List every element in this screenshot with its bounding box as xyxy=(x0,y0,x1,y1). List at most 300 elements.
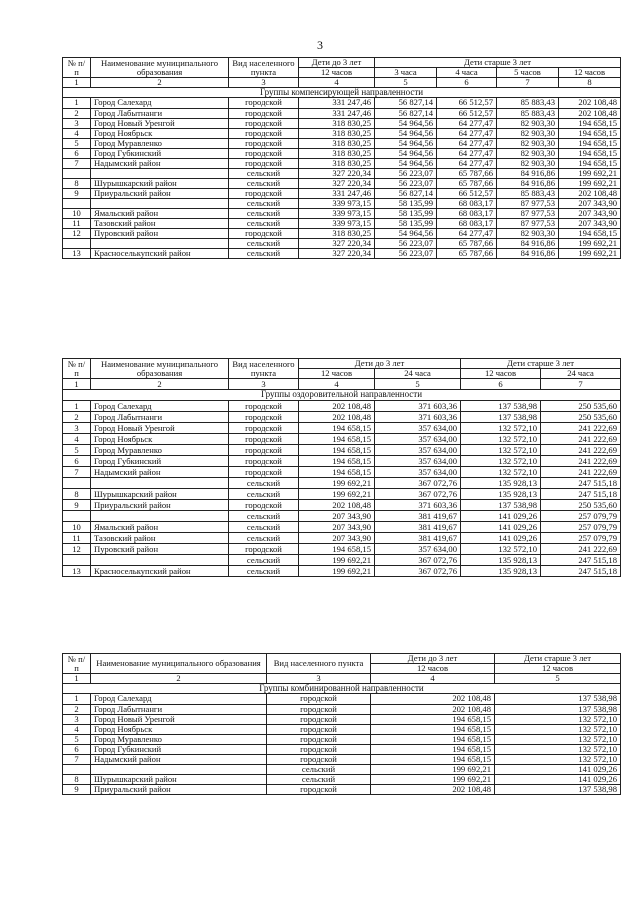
settlement-type: сельский xyxy=(229,511,299,522)
header-over3-12h: 12 часов xyxy=(461,369,541,379)
municipality-name: Город Салехард xyxy=(91,98,229,108)
row-number xyxy=(63,238,91,248)
table-row xyxy=(63,744,621,754)
cost-value: 66 512,57 xyxy=(437,108,497,118)
cost-value: 58 135,99 xyxy=(375,198,437,208)
cost-value: 137 538,98 xyxy=(495,784,621,794)
row-number: 2 xyxy=(63,704,91,714)
cost-value: 68 083,17 xyxy=(437,218,497,228)
cost-value: 141 029,26 xyxy=(495,764,621,774)
cost-value: 137 538,98 xyxy=(461,500,541,511)
cost-value: 357 634,00 xyxy=(375,467,461,478)
cost-value: 331 247,46 xyxy=(299,188,375,198)
cost-value: 371 603,36 xyxy=(375,500,461,511)
table-row xyxy=(63,694,621,704)
row-number: 8 xyxy=(63,774,91,784)
cost-value: 194 658,15 xyxy=(371,734,495,744)
cost-value: 132 572,10 xyxy=(461,423,541,434)
cost-value: 135 928,13 xyxy=(461,555,541,566)
header-12h-over: 12 часов xyxy=(559,68,621,78)
cost-value: 64 277,47 xyxy=(437,118,497,128)
table-row xyxy=(63,522,621,533)
column-index-cell: 3 xyxy=(267,674,371,684)
cost-value: 132 572,10 xyxy=(495,744,621,754)
row-number: 3 xyxy=(63,714,91,724)
settlement-type: сельский xyxy=(229,198,299,208)
cost-value: 135 928,13 xyxy=(461,566,541,577)
cost-value: 56 827,14 xyxy=(375,108,437,118)
table-row xyxy=(63,511,621,522)
table-row xyxy=(63,533,621,544)
settlement-type: городской xyxy=(229,228,299,238)
municipality-name: Ямальский район xyxy=(91,208,229,218)
table-row xyxy=(63,148,621,158)
cost-value: 56 827,14 xyxy=(375,98,437,108)
cost-value: 318 830,25 xyxy=(299,118,375,128)
cost-value: 194 658,15 xyxy=(299,456,375,467)
header-over3-12h: 12 часов xyxy=(495,664,621,674)
municipality-name: Город Ноябрьск xyxy=(91,724,267,734)
cost-value: 247 515,18 xyxy=(541,489,621,500)
municipality-name: Город Лабытнанги xyxy=(91,704,267,714)
municipality-name xyxy=(91,168,229,178)
settlement-type: городской xyxy=(229,412,299,423)
cost-value: 65 787,66 xyxy=(437,178,497,188)
row-number: 7 xyxy=(63,158,91,168)
row-number xyxy=(63,764,91,774)
cost-value: 56 223,07 xyxy=(375,248,437,258)
cost-value: 54 964,56 xyxy=(375,128,437,138)
cost-value: 199 692,21 xyxy=(299,555,375,566)
settlement-type: городской xyxy=(229,128,299,138)
header-under3-12h: 12 часов xyxy=(371,664,495,674)
municipality-name: Тазовский район xyxy=(91,218,229,228)
cost-value: 56 827,14 xyxy=(375,188,437,198)
municipality-name: Город Ноябрьск xyxy=(91,128,229,138)
municipality-name: Город Салехард xyxy=(91,401,229,412)
settlement-type: сельский xyxy=(229,555,299,566)
municipality-name: Ямальский район xyxy=(91,522,229,533)
cost-value: 202 108,48 xyxy=(371,704,495,714)
table-row xyxy=(63,467,621,478)
municipality-name: Город Муравленко xyxy=(91,734,267,744)
table-row xyxy=(63,500,621,511)
row-number: 6 xyxy=(63,148,91,158)
table-row xyxy=(63,248,621,258)
municipality-name: Приуральский район xyxy=(91,188,229,198)
row-number: 9 xyxy=(63,500,91,511)
municipality-name: Красноселькупский район xyxy=(91,248,229,258)
cost-value: 132 572,10 xyxy=(461,456,541,467)
table-row xyxy=(63,544,621,555)
cost-value: 247 515,18 xyxy=(541,566,621,577)
cost-value: 194 658,15 xyxy=(299,434,375,445)
header-under3: Дети до 3 лет xyxy=(299,359,461,369)
municipality-name: Город Салехард xyxy=(91,694,267,704)
row-number: 9 xyxy=(63,784,91,794)
cost-value: 132 572,10 xyxy=(461,445,541,456)
settlement-type: сельский xyxy=(229,238,299,248)
cost-value: 66 512,57 xyxy=(437,98,497,108)
row-number xyxy=(63,478,91,489)
cost-value: 357 634,00 xyxy=(375,445,461,456)
table-row xyxy=(63,566,621,577)
cost-value: 64 277,47 xyxy=(437,138,497,148)
column-index-cell: 4 xyxy=(299,78,375,88)
cost-value: 250 535,60 xyxy=(541,401,621,412)
row-number: 6 xyxy=(63,456,91,467)
row-number: 4 xyxy=(63,724,91,734)
table-row xyxy=(63,208,621,218)
group-title: Группы комбинированной направленности xyxy=(63,684,621,694)
settlement-type: сельский xyxy=(229,168,299,178)
cost-value: 202 108,48 xyxy=(371,784,495,794)
column-index-cell: 6 xyxy=(437,78,497,88)
cost-value: 194 658,15 xyxy=(371,754,495,764)
cost-value: 339 973,15 xyxy=(299,198,375,208)
municipality-name: Красноселькупский район xyxy=(91,566,229,577)
cost-value: 241 222,69 xyxy=(541,445,621,456)
cost-value: 250 535,60 xyxy=(541,412,621,423)
header-over3: Дети старше 3 лет xyxy=(461,359,621,369)
settlement-type: городской xyxy=(229,434,299,445)
cost-value: 84 916,86 xyxy=(497,248,559,258)
row-number: 7 xyxy=(63,467,91,478)
row-number: 1 xyxy=(63,694,91,704)
cost-value: 56 223,07 xyxy=(375,168,437,178)
cost-value: 65 787,66 xyxy=(437,238,497,248)
header-under3-12h: 12 часов xyxy=(299,369,375,379)
cost-value: 199 692,21 xyxy=(299,489,375,500)
cost-value: 137 538,98 xyxy=(461,401,541,412)
row-number: 1 xyxy=(63,98,91,108)
row-number: 7 xyxy=(63,754,91,764)
cost-value: 207 343,90 xyxy=(299,533,375,544)
column-index-cell: 7 xyxy=(497,78,559,88)
table-row xyxy=(63,118,621,128)
cost-value: 202 108,48 xyxy=(559,108,621,118)
municipality-name xyxy=(91,764,267,774)
row-number: 11 xyxy=(63,533,91,544)
cost-value: 137 538,98 xyxy=(461,412,541,423)
table-compensating-groups xyxy=(62,57,621,259)
cost-value: 194 658,15 xyxy=(371,714,495,724)
cost-value: 247 515,18 xyxy=(541,555,621,566)
cost-value: 367 072,76 xyxy=(375,555,461,566)
cost-value: 132 572,10 xyxy=(461,434,541,445)
settlement-type: городской xyxy=(229,467,299,478)
cost-value: 199 692,21 xyxy=(371,764,495,774)
cost-value: 194 658,15 xyxy=(299,423,375,434)
header-over3-24h: 24 часа xyxy=(541,369,621,379)
table-row xyxy=(63,754,621,764)
cost-value: 357 634,00 xyxy=(375,544,461,555)
cost-value: 327 220,34 xyxy=(299,178,375,188)
column-index-row xyxy=(63,674,621,684)
cost-value: 202 108,48 xyxy=(371,694,495,704)
cost-value: 207 343,90 xyxy=(299,511,375,522)
table-row xyxy=(63,456,621,467)
column-index-cell: 2 xyxy=(91,78,229,88)
table-row xyxy=(63,734,621,744)
cost-value: 202 108,48 xyxy=(559,98,621,108)
cost-value: 257 079,79 xyxy=(541,533,621,544)
cost-value: 194 658,15 xyxy=(371,724,495,734)
column-index-cell: 4 xyxy=(371,674,495,684)
table-row xyxy=(63,158,621,168)
cost-value: 194 658,15 xyxy=(559,128,621,138)
row-number: 10 xyxy=(63,208,91,218)
cost-value: 141 029,26 xyxy=(461,511,541,522)
column-index-cell: 6 xyxy=(461,379,541,390)
header-type: Вид населенного пункта xyxy=(229,359,299,379)
row-number xyxy=(63,168,91,178)
cost-value: 82 903,30 xyxy=(497,148,559,158)
settlement-type: городской xyxy=(267,724,371,734)
municipality-name: Город Губкинский xyxy=(91,148,229,158)
cost-value: 87 977,53 xyxy=(497,208,559,218)
cost-value: 132 572,10 xyxy=(461,467,541,478)
settlement-type: сельский xyxy=(229,178,299,188)
cost-value: 241 222,69 xyxy=(541,456,621,467)
cost-value: 371 603,36 xyxy=(375,412,461,423)
cost-value: 202 108,48 xyxy=(559,188,621,198)
cost-value: 82 903,30 xyxy=(497,158,559,168)
cost-value: 54 964,56 xyxy=(375,228,437,238)
row-number: 1 xyxy=(63,401,91,412)
row-number: 2 xyxy=(63,108,91,118)
header-12h: 12 часов xyxy=(299,68,375,78)
table-row xyxy=(63,168,621,178)
header-name: Наименование муниципального образования xyxy=(91,58,229,78)
cost-value: 194 658,15 xyxy=(299,445,375,456)
cost-value: 56 223,07 xyxy=(375,238,437,248)
table-row xyxy=(63,138,621,148)
header-name: Наименование муниципального образования xyxy=(91,654,267,674)
column-index-cell: 7 xyxy=(541,379,621,390)
municipality-name: Приуральский район xyxy=(91,500,229,511)
column-index-cell: 1 xyxy=(63,674,91,684)
cost-value: 84 916,86 xyxy=(497,168,559,178)
header-over3: Дети старше 3 лет xyxy=(375,58,621,68)
cost-value: 65 787,66 xyxy=(437,168,497,178)
settlement-type: городской xyxy=(229,544,299,555)
settlement-type: городской xyxy=(267,744,371,754)
header-type: Вид населенного пункта xyxy=(267,654,371,674)
municipality-name: Город Новый Уренгой xyxy=(91,423,229,434)
cost-value: 199 692,21 xyxy=(371,774,495,784)
table-health-groups xyxy=(62,358,621,577)
cost-value: 357 634,00 xyxy=(375,456,461,467)
row-number xyxy=(63,511,91,522)
row-number: 5 xyxy=(63,734,91,744)
row-number: 3 xyxy=(63,423,91,434)
cost-value: 331 247,46 xyxy=(299,98,375,108)
row-number: 9 xyxy=(63,188,91,198)
row-number: 8 xyxy=(63,178,91,188)
header-under3: Дети до 3 лет xyxy=(299,58,375,68)
municipality-name xyxy=(91,478,229,489)
municipality-name: Город Губкинский xyxy=(91,744,267,754)
settlement-type: сельский xyxy=(229,208,299,218)
table-row xyxy=(63,188,621,198)
municipality-name: Город Муравленко xyxy=(91,445,229,456)
cost-value: 327 220,34 xyxy=(299,248,375,258)
cost-value: 56 223,07 xyxy=(375,178,437,188)
cost-value: 132 572,10 xyxy=(495,754,621,764)
row-number: 3 xyxy=(63,118,91,128)
municipality-name: Город Лабытнанги xyxy=(91,108,229,118)
cost-value: 207 343,90 xyxy=(299,522,375,533)
cost-value: 132 572,10 xyxy=(495,724,621,734)
header-num: № п/п xyxy=(63,654,91,674)
cost-value: 202 108,48 xyxy=(299,401,375,412)
settlement-type: городской xyxy=(229,401,299,412)
cost-value: 194 658,15 xyxy=(559,148,621,158)
cost-value: 247 515,18 xyxy=(541,478,621,489)
cost-value: 54 964,56 xyxy=(375,148,437,158)
cost-value: 199 692,21 xyxy=(559,238,621,248)
settlement-type: сельский xyxy=(267,774,371,784)
settlement-type: городской xyxy=(229,118,299,128)
settlement-type: городской xyxy=(229,500,299,511)
settlement-type: городской xyxy=(229,423,299,434)
table-row xyxy=(63,555,621,566)
municipality-name xyxy=(91,238,229,248)
municipality-name: Надымский район xyxy=(91,158,229,168)
cost-value: 257 079,79 xyxy=(541,511,621,522)
cost-value: 327 220,34 xyxy=(299,238,375,248)
column-index-cell: 5 xyxy=(375,78,437,88)
row-number: 12 xyxy=(63,228,91,238)
cost-value: 367 072,76 xyxy=(375,478,461,489)
row-number: 10 xyxy=(63,522,91,533)
table-row xyxy=(63,218,621,228)
cost-value: 68 083,17 xyxy=(437,208,497,218)
cost-value: 367 072,76 xyxy=(375,566,461,577)
cost-value: 318 830,25 xyxy=(299,138,375,148)
cost-value: 207 343,90 xyxy=(559,198,621,208)
column-index-cell: 4 xyxy=(299,379,375,390)
cost-value: 64 277,47 xyxy=(437,228,497,238)
cost-value: 207 343,90 xyxy=(559,208,621,218)
table-row xyxy=(63,178,621,188)
cost-value: 318 830,25 xyxy=(299,148,375,158)
table-row xyxy=(63,478,621,489)
row-number: 2 xyxy=(63,412,91,423)
cost-value: 194 658,15 xyxy=(559,158,621,168)
municipality-name: Шурышкарский район xyxy=(91,178,229,188)
column-index-row xyxy=(63,379,621,390)
cost-value: 68 083,17 xyxy=(437,198,497,208)
cost-value: 82 903,30 xyxy=(497,118,559,128)
cost-value: 85 883,43 xyxy=(497,98,559,108)
column-index-cell: 5 xyxy=(375,379,461,390)
settlement-type: городской xyxy=(229,108,299,118)
settlement-type: городской xyxy=(267,754,371,764)
settlement-type: сельский xyxy=(229,566,299,577)
cost-value: 381 419,67 xyxy=(375,511,461,522)
cost-value: 381 419,67 xyxy=(375,522,461,533)
cost-value: 339 973,15 xyxy=(299,208,375,218)
header-4h: 4 часа xyxy=(437,68,497,78)
row-number: 8 xyxy=(63,489,91,500)
settlement-type: городской xyxy=(267,704,371,714)
page-number: 3 xyxy=(317,38,323,52)
cost-value: 199 692,21 xyxy=(299,566,375,577)
cost-value: 371 603,36 xyxy=(375,401,461,412)
settlement-type: сельский xyxy=(267,764,371,774)
cost-value: 137 538,98 xyxy=(495,694,621,704)
cost-value: 84 916,86 xyxy=(497,238,559,248)
header-num: № п/п xyxy=(63,58,91,78)
row-number: 12 xyxy=(63,544,91,555)
settlement-type: городской xyxy=(267,694,371,704)
municipality-name: Город Губкинский xyxy=(91,456,229,467)
municipality-name xyxy=(91,198,229,208)
settlement-type: сельский xyxy=(229,248,299,258)
table-row xyxy=(63,714,621,724)
group-title-row xyxy=(63,390,621,401)
table-row xyxy=(63,228,621,238)
settlement-type: городской xyxy=(267,714,371,724)
table-row xyxy=(63,434,621,445)
row-number: 11 xyxy=(63,218,91,228)
cost-value: 58 135,99 xyxy=(375,208,437,218)
cost-value: 132 572,10 xyxy=(495,734,621,744)
table-row xyxy=(63,784,621,794)
cost-value: 367 072,76 xyxy=(375,489,461,500)
column-index-cell: 1 xyxy=(63,78,91,88)
cost-value: 202 108,48 xyxy=(299,500,375,511)
table-row xyxy=(63,724,621,734)
column-index-cell: 1 xyxy=(63,379,91,390)
settlement-type: сельский xyxy=(229,489,299,500)
municipality-name: Шурышкарский район xyxy=(91,774,267,784)
header-num: № п/п xyxy=(63,359,91,379)
row-number: 5 xyxy=(63,445,91,456)
cost-value: 82 903,30 xyxy=(497,228,559,238)
cost-value: 357 634,00 xyxy=(375,434,461,445)
settlement-type: городской xyxy=(229,158,299,168)
settlement-type: городской xyxy=(229,138,299,148)
settlement-type: городской xyxy=(229,445,299,456)
row-number xyxy=(63,555,91,566)
municipality-name: Пуровский район xyxy=(91,228,229,238)
cost-value: 318 830,25 xyxy=(299,158,375,168)
cost-value: 132 572,10 xyxy=(495,714,621,724)
group-title-row xyxy=(63,88,621,98)
cost-value: 141 029,26 xyxy=(495,774,621,784)
cost-value: 135 928,13 xyxy=(461,489,541,500)
column-index-cell: 8 xyxy=(559,78,621,88)
group-title: Группы компенсирующей направленности xyxy=(63,88,621,98)
cost-value: 87 977,53 xyxy=(497,218,559,228)
table-row xyxy=(63,98,621,108)
table-row xyxy=(63,401,621,412)
table-row xyxy=(63,445,621,456)
column-index-cell: 2 xyxy=(91,674,267,684)
cost-value: 199 692,21 xyxy=(299,478,375,489)
municipality-name: Тазовский район xyxy=(91,533,229,544)
header-under3: Дети до 3 лет xyxy=(371,654,495,664)
table-row xyxy=(63,198,621,208)
header-5h: 5 часов xyxy=(497,68,559,78)
header-name: Наименование муниципального образования xyxy=(91,359,229,379)
cost-value: 318 830,25 xyxy=(299,128,375,138)
table-row xyxy=(63,704,621,714)
cost-value: 194 658,15 xyxy=(559,228,621,238)
